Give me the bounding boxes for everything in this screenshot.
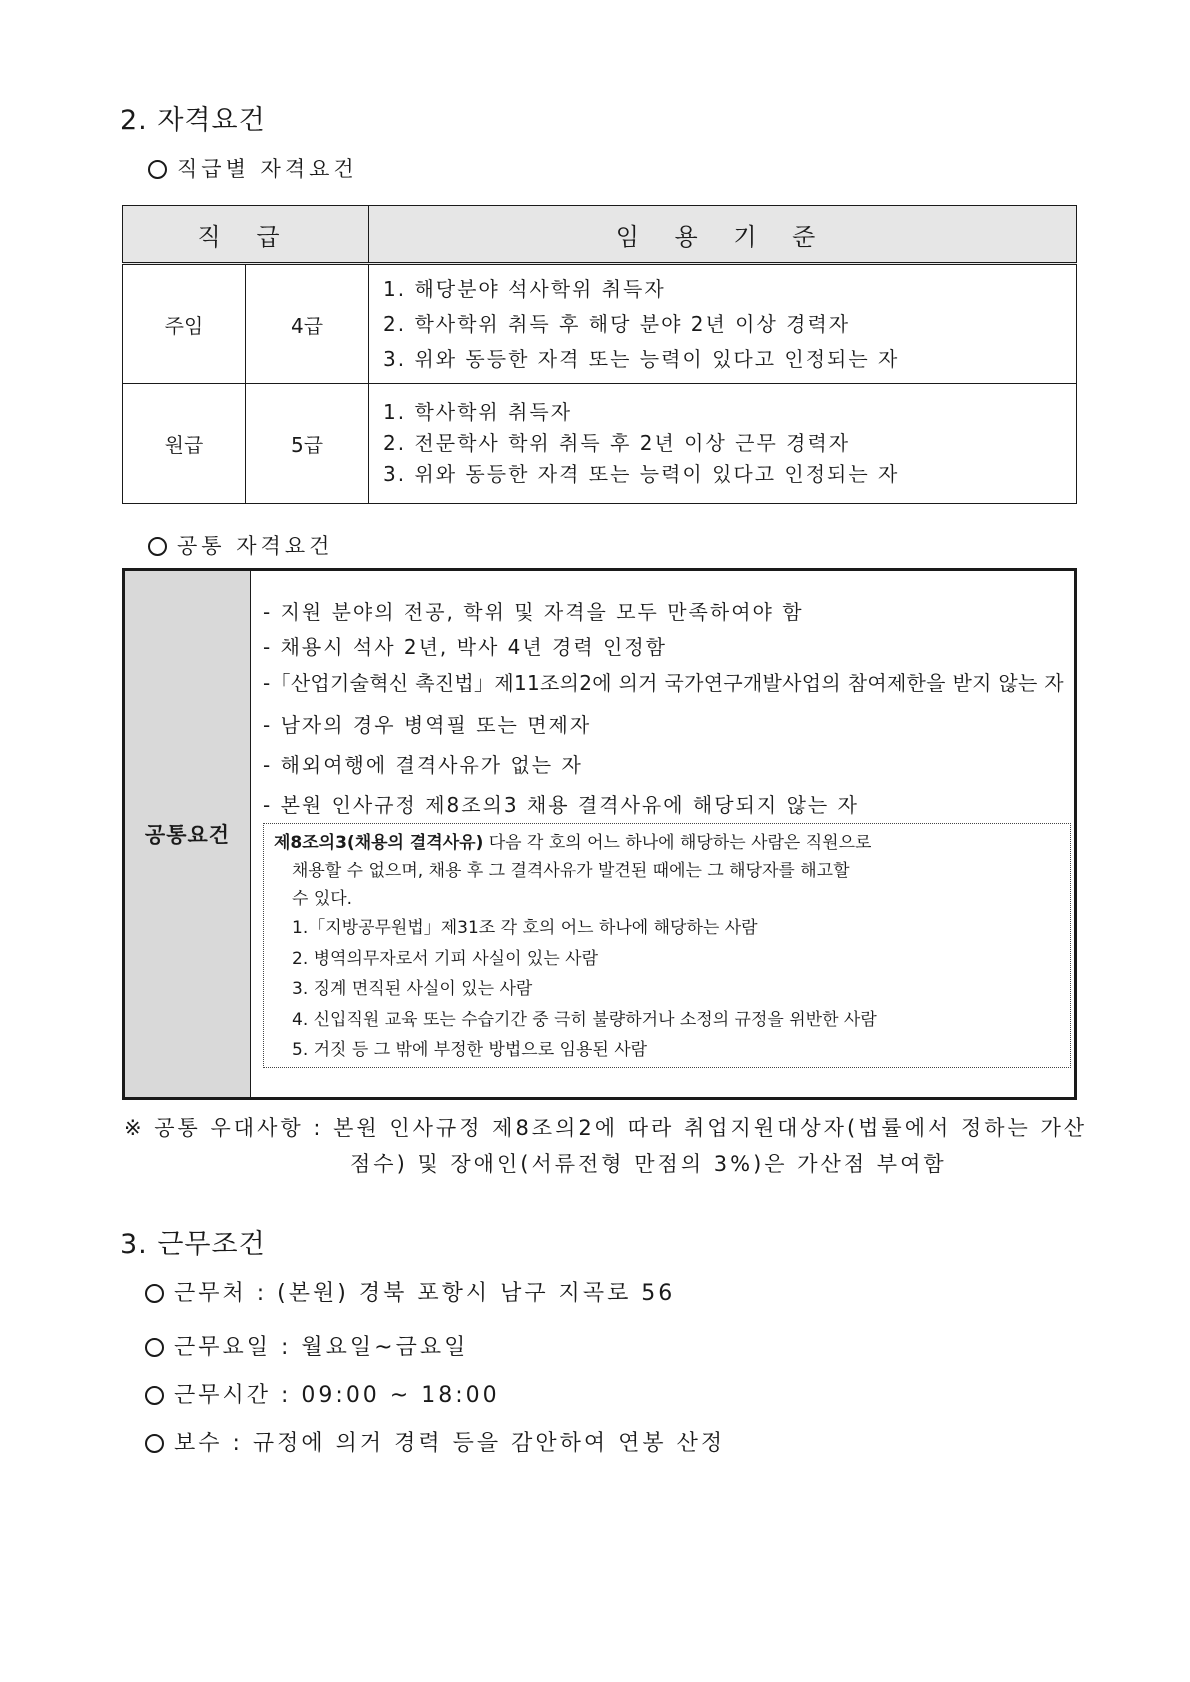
article-item: 1.「지방공무원법」제31조 각 호의 어느 하나에 해당하는 사람 — [292, 918, 758, 938]
criteria-line: 1. 해당분야 석사학위 취득자 — [383, 276, 666, 301]
work-condition-item — [145, 1276, 675, 1307]
condition-text: 보수 : 규정에 의거 경력 등을 감안하여 연봉 산정 — [174, 1431, 726, 1456]
circle-bullet-icon — [148, 160, 167, 179]
rank-cell: 주임 — [123, 264, 246, 384]
criteria-line: 2. 학사학위 취득 후 해당 분야 2년 이상 경력자 — [383, 311, 851, 336]
grade-cell: 4급 — [246, 264, 369, 384]
circle-bullet-icon — [145, 1338, 164, 1357]
subheading-label: 공통 자격요건 — [177, 534, 334, 558]
article-box — [263, 823, 1071, 1068]
article-first-line — [274, 829, 1060, 857]
header-grade: 직 급 — [123, 206, 369, 264]
preference-note-line2: 점수) 및 장애인(서류전형 만점의 3%)은 가산점 부여함 — [350, 1152, 947, 1176]
criteria-line: 1. 학사학위 취득자 — [383, 400, 573, 424]
circle-bullet-icon — [148, 537, 167, 556]
section3-title: 3. 근무조건 — [120, 1229, 266, 1260]
table-header-row — [123, 206, 1077, 264]
subheading-common-requirements — [148, 530, 333, 560]
work-condition-item — [145, 1378, 500, 1409]
requirement-item: - 채용시 석사 2년, 박사 4년 경력 인정함 — [263, 635, 668, 659]
rank-cell: 원급 — [123, 384, 246, 504]
condition-text: 근무처 : (본원) 경북 포항시 남구 지곡로 56 — [174, 1281, 676, 1306]
article-item: 3. 징계 면직된 사실이 있는 사람 — [292, 979, 533, 999]
requirement-item: - 본원 인사규정 제8조의3 채용 결격사유에 해당되지 않는 자 — [263, 793, 859, 817]
circle-bullet-icon — [145, 1434, 164, 1453]
grade-requirements-table — [122, 205, 1077, 504]
article-item: 5. 거짓 등 그 밖에 부정한 방법으로 임용된 사람 — [292, 1040, 648, 1060]
subheading-grade-requirements — [148, 153, 358, 183]
criteria-line: 2. 전문학사 학위 취득 후 2년 이상 근무 경력자 — [383, 431, 851, 455]
criteria-line: 3. 위와 동등한 자격 또는 능력이 있다고 인정되는 자 — [383, 346, 900, 371]
table-row — [123, 384, 1077, 504]
grade-cell: 5급 — [246, 384, 369, 504]
requirement-item: - 지원 분야의 전공, 학위 및 자격을 모두 만족하여야 함 — [263, 600, 804, 624]
preference-note-line1: ※ 공통 우대사항 : 본원 인사규정 제8조의2에 따라 취업지원대상자(법률에서 정하는 가산 — [124, 1116, 1088, 1140]
common-requirements-box — [122, 568, 1077, 1100]
requirement-item: - 해외여행에 결격사유가 없는 자 — [263, 753, 583, 777]
criteria-cell — [369, 384, 1077, 504]
table-row — [123, 264, 1077, 384]
article-continuation: 수 있다. — [292, 889, 353, 909]
requirement-item: - 남자의 경우 병역필 또는 면제자 — [263, 713, 592, 737]
condition-text: 근무요일 : 월요일~금요일 — [174, 1335, 469, 1360]
circle-bullet-icon — [145, 1284, 164, 1303]
article-continuation: 채용할 수 없으며, 채용 후 그 결격사유가 발견된 때에는 그 해당자를 해고할 — [292, 861, 850, 881]
condition-text: 근무시간 : 09:00 ~ 18:00 — [174, 1383, 500, 1408]
article-item: 4. 신입직원 교육 또는 수습기간 중 극히 불량하거나 소정의 규정을 위반한 사람 — [292, 1009, 877, 1030]
criteria-cell — [369, 264, 1077, 384]
common-requirements-content — [251, 571, 1074, 1097]
work-condition-item — [145, 1330, 468, 1361]
requirement-item: -「산업기술혁신 촉진법」제11조의2에 의거 국가연구개발사업의 참여제한을 받지 않는 자 — [263, 671, 1064, 695]
section2-title: 2. 자격요건 — [120, 105, 266, 136]
common-requirements-label: 공통요건 — [125, 571, 251, 1097]
header-criteria: 임 용 기 준 — [369, 206, 1077, 264]
article-intro: 다음 각 호의 어느 하나에 해당하는 사람은 직원으로 — [483, 833, 872, 853]
criteria-line: 3. 위와 동등한 자격 또는 능력이 있다고 인정되는 자 — [383, 462, 900, 486]
work-condition-item — [145, 1426, 725, 1457]
circle-bullet-icon — [145, 1386, 164, 1405]
subheading-label: 직급별 자격요건 — [177, 157, 358, 181]
article-title: 제8조의3(채용의 결격사유) — [274, 833, 484, 853]
article-item: 2. 병역의무자로서 기피 사실이 있는 사람 — [292, 948, 598, 969]
